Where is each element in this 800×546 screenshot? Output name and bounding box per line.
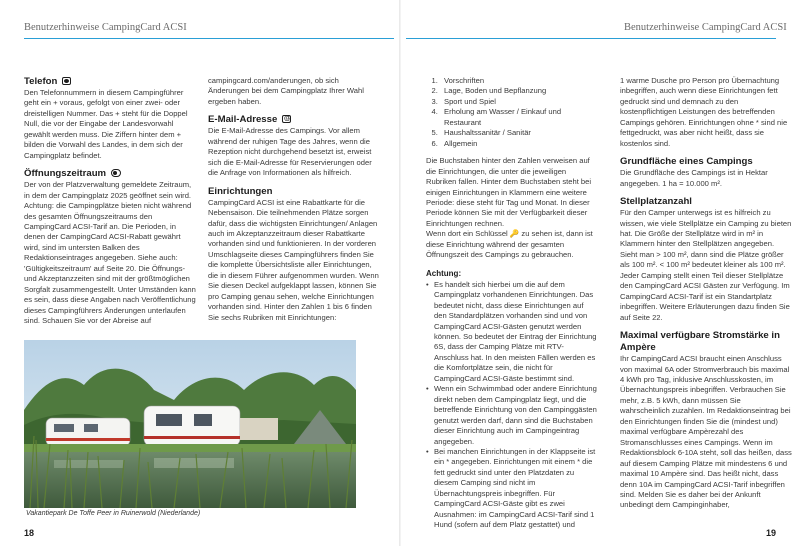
key-icon — [111, 169, 121, 177]
key-text: Wenn dort ein Schlüssel 🔑 zu sehen ist, dann ist diese Einrichtung während der gesamten Öffnungszeit des Campings zu gebrauchen. — [426, 229, 593, 260]
continuation-text-right: 1 warme Dusche pro Person pro Übernachtung inbegriffen, auch wenn diese Einrichtungen fett gedruckt sind und demnach zu den kostenpflichtigen Leistungen des betreffenden Campings gehören. Einrichtungen ohne * sind nie fettgedruckt, was aber nicht heißt, dass sie kostenlos sind. — [620, 76, 788, 148]
heading-telefon: Telefon — [24, 76, 196, 88]
rubric-item: 6. Allgemein — [440, 139, 598, 149]
heading-einrichtungen: Einrichtungen — [208, 185, 273, 197]
left-column-2 — [208, 76, 380, 323]
email-text: Die E-Mail-Adresse des Campings. Vor allem während der ruhigen Tage des Jahres, wenn die Rezeption nicht durchgehend besetzt ist, erweist sich die E-Mail-Adresse für Reservierungen oder die Anfrage von Informationen als hilfreich. — [208, 126, 372, 178]
running-head-right: Benutzerhinweise CampingCard ACSI — [624, 22, 787, 33]
continuation-text-left: campingcard.com/anderungen, ob sich Änderungen bei dem Campingplatz Ihrer Wahl ergeben haben. — [208, 76, 364, 106]
left-column-1 — [24, 76, 196, 327]
telefon-text: Den Telefonnummern in diesem Campingführer geht ein + voraus, gefolgt von einer zwei- oder dreistelligen Nummer. Das + steht für die Doppel Null, die vor der Eingabe der Landesvorwahl gewählt werden muss. Die Ziffern hinter dem + bilden die Vorwahl des Landes, in dem sich der Campingplatz befindet. — [24, 88, 188, 160]
note-item: • Bei manchen Einrichtungen in der Klappseite ist ein * angegeben. Einrichtungen mit einem * die fett gedruckt sind unter den Platzdaten zu diesem Camping sind nicht im Übernachtungspreis inbegriffen. Für CampingCard ACSI-Gäste gibt es zwei Ausnahmen: im CampingCard ACSI-Tarif sind 1 Hund (sofern auf dem Platz gestattet) und — [434, 447, 598, 531]
header-rule-right — [406, 38, 776, 39]
rubric-item: 2. Lage, Boden und Bepflanzung — [440, 86, 598, 96]
note-item: • Es handelt sich hierbei um die auf dem Campingplatz vorhandenen Einrichtungen. Das bedeutet nicht, dass diese Einrichtungen auf den Standardplätzen vorhanden sind und von CampingCard ACSI-Gästen genutzt werden können. So bedeutet der Eintrag der Einrichtung 6S, dass der Camping Plätze mit RTV-Anschluss hat. In den meisten Fällen werden es die Komfortplätze sein, die nicht für CampingCard ACSI-Gäste bestimmt sind. — [434, 280, 598, 385]
stellplatzanzahl-text: Für den Camper unterwegs ist es hilfreich zu wissen, wie viele Stellplätze ein Camping zu bieten hat. Die Größe der Stellplätze wird in m² in Klammern hinter den Stellplätzen angegeben. Sieht man > 100 m², dann sind die Plätze größer als 100 m². < 100 m² bedeutet kleiner als 100 m². Jeder Camping stellt einen Teil dieser Stellplätze den CampingCard ACSI Gästen zur Verfügung. Im CampingCard ACSI-Tarif ist ein Standartplatz inbegriffen. Weitere Erläuterungen dazu finden Sie auf Seite 22. — [620, 208, 792, 322]
page-number-left: 18 — [24, 528, 35, 538]
heading-oeffnungszeitraum: Öffnungszeitraum — [24, 168, 196, 180]
einrichtungen-text: CampingCard ACSI ist eine Rabattkarte für die Nebensaison. Die teilnehmenden Plätze sorgen dafür, dass die wichtigsten Einrichtungen/ Anlagen auch im Akzeptanzzeitraum dieser Rabattkarte vorhanden sind und funktionieren. In der vorderen Umschlagseite dieses Campingführers finden Sie die komplette Übersichtsliste aller Einrichtungen, die in diesem Führer aufgenommen wurden. Wenn Sie diesen Deckel aufgeklappt lassen, können Sie pro Camping genau sehen, welche Einrichtungen vorhanden sind. Hinter den Zahlen 1 bis 6 finden Sie sechs Rubriken mit Einrichtungen: — [208, 197, 379, 322]
running-head-left: Benutzerhinweise CampingCard ACSI — [24, 22, 187, 33]
note-item: • Wenn ein Schwimmbad oder andere Einrichtung direkt neben dem Campingplatz liegt, und die betreffende Einrichtung von den Campinggästen genutzt werden darf, dann sind die Buchstaben dieser Einrichtung auch im Campingeintrag angegeben. — [434, 384, 598, 447]
campsite-photo — [24, 340, 356, 508]
rubric-list — [426, 76, 598, 149]
rubric-item: 4. Erholung am Wasser / Einkauf und Restaurant — [440, 107, 598, 128]
right-column-1 — [426, 76, 598, 531]
email-icon — [282, 115, 291, 123]
heading-stellplatzanzahl: Stellplatzanzahl — [620, 196, 692, 208]
photo-caption: Vakantiepark De Toffe Peer in Ruinerwold (Niederlande) — [26, 510, 201, 517]
stromstaerke-text: Ihr CampingCard ACSI braucht einen Anschluss von maximal 6A oder Stromverbrauch bis maximal 4 kWh pro Tag, inklusive Anschlusskosten, im Übernachtungspreis inbegriffen. Verbrauchen Sie mehr, z.B. 5 kWh, dann müssen Sie wahrscheinlich zuzahlen. Im Redaktionseintrag bei den Einrichtungen finden Sie die (mindest und) maximal verfügbare Ampèrezahl des Stromanschlusses eines Campings. Wenn im Redaktionsblock 6-10A steht, soll das heißen, dass auf diesem Camping Plätze mit mindestens 6 und maximal 10 Ampère sind. Das heißt nicht, dass denn 10A im CampingCard ACSI-Tarif inbegriffen sind. Melden Sie es daher bei der Ankunft unbedingt dem Campinginhaber, — [620, 354, 792, 510]
rubric-item: 3. Sport und Spiel — [440, 97, 598, 107]
rubric-item: 5. Haushaltssanitär / Sanitär — [440, 128, 598, 138]
phone-icon — [62, 77, 71, 85]
grundflaeche-text: Die Grundfläche des Campings ist in Hektar angegeben. 1 ha = 10.000 m². — [620, 168, 768, 188]
heading-achtung: Achtung: — [426, 268, 462, 278]
oeffnungszeitraum-text: Der von der Platzverwaltung gemeldete Zeitraum, in dem der Campingplatz 2025 geöffnet sein wird. Achtung: die Campingplätze bieten nicht während des gesamten Öffnungszeitraums den CampingCard ACSI-Tarif an. Die Perioden, in denen der CampingCard ACSI-Rabatt gewährt wird, sind im untersten Balken des Redaktionseintrages angegeben. Siehe auch: 'Gültigkeitszeitraum' auf Seite 20. Die Öffnungs- und Akzeptanzzeiten sind mit der größtmöglichen Sorgfalt zusammengestellt. Unter Umständen kann es sein, dass diese Angaben nach Veröffentlichung dieses Campingführers Änderungen unterlaufen sind. Schauen Sie vor der Abreise auf — [24, 180, 196, 326]
letters-text: Die Buchstaben hinter den Zahlen verweisen auf die Einrichtungen, die unter die jeweiligen Rubriken fallen. Hinter dem Buchstaben steht bei einigen Einrichtungen in Klammern eine weitere Periode: diese steht für Tag und Monat. In dieser Periode können Sie mit der Verfügbarkeit dieser Einrichtungen rechnen. — [426, 156, 592, 228]
heading-email: E-Mail-Adresse @ — [208, 114, 380, 126]
achtung-notes — [426, 280, 598, 531]
right-page — [400, 0, 800, 546]
rubric-item: 1. Vorschriften — [440, 76, 598, 86]
heading-stromstaerke: Maximal verfügbare Stromstärke in Ampère — [620, 330, 780, 354]
page-number-right: 19 — [766, 528, 777, 538]
header-rule-left — [24, 38, 394, 39]
right-column-2 — [620, 76, 792, 511]
heading-grundflaeche: Grundfläche eines Campings — [620, 156, 753, 168]
